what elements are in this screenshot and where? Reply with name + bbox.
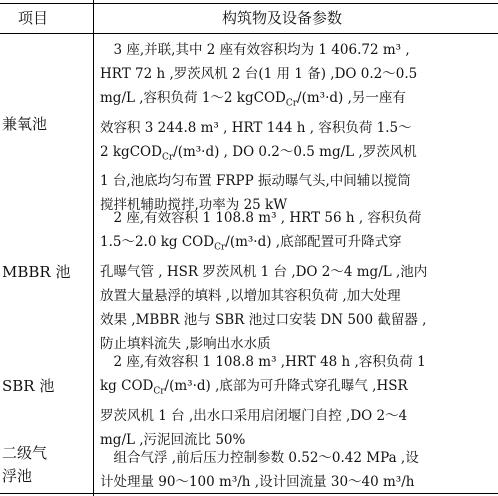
desc-line: 计处理量 90～100 m³/h ,设计回流量 30～40 m³/h <box>100 474 415 490</box>
desc-line: kg $COD_{Cr}/(m^3\cdot d)$ ,底部为可升降式穿孔曝气 ,HSR <box>100 378 408 397</box>
table-top-rule <box>0 3 498 4</box>
desc-line: mg/L ,容积负荷 1～2 kgCOD$_{Cr}$/(m³·d) ,另一座有 <box>100 90 406 109</box>
row-name-flotation-tank-line2: 浮池 <box>2 467 33 485</box>
column-divider <box>93 0 94 496</box>
desc-line: mg/L ,污泥回流比 50% <box>100 431 246 448</box>
desc-line: HRT 72 h ,罗茨风机 2 台(1 用 1 备) ,DO 0.2～0.5 <box>100 66 418 82</box>
desc-line: 1 台,池底均匀布置 FRPP 振动曝气头,中间辅以搅筒 <box>100 173 411 190</box>
desc-line: 孔曝气管 , HSR 罗茨风机 1 台 ,DO 2～4 mg/L ,池内 <box>100 263 428 280</box>
header-rule <box>0 33 498 34</box>
desc-line: 效容积 3 244.8 m³ , HRT 144 h , 容积负荷 1.5～ <box>100 119 412 136</box>
row-desc-anoxic-tank <box>100 38 492 217</box>
row-name-mbbr-tank: MBBR 池 <box>2 263 71 281</box>
desc-line: 效果 ,MBBR 池与 SBR 池过口安装 DN 500 截留器 , <box>100 311 427 328</box>
row-desc-sbr-tank <box>100 350 492 452</box>
desc-line: 放置大量悬浮的填料 ,以增加其容积负荷 ,加大处理 <box>100 287 401 304</box>
desc-line: 防止填料流失 ,影响出水水质 <box>100 335 271 352</box>
desc-line: 1.5～2.0 kg $COD_{Cr}/(m^3\cdot d)$ ,底部配置可升降式穿 <box>100 234 402 253</box>
desc-line: 3 座,并联,其中 2 座有效容积均为 1 406.72 m³ , <box>100 42 410 58</box>
row-name-anoxic-tank: 兼氧池 <box>2 115 48 133</box>
desc-line: 2 座,有效容积 1 108.8 m³ ,HRT 48 h ,容积负荷 1 <box>100 354 426 370</box>
row-name-flotation-tank-line1: 二级气 <box>2 444 48 462</box>
desc-line: 罗茨风机 1 台 ,出水口采用启闭堰门自控 ,DO 2～4 <box>100 407 408 424</box>
desc-line: 组合气浮 ,前后压力控制参数 0.52～0.42 MPa ,设 <box>100 450 419 466</box>
desc-line: 搅拌机辅助搅拌,功率为 25 kW <box>100 197 288 214</box>
desc-line: 2 kgCOD$_{Cr}$/(m³·d) , DO 0.2～0.5 mg/L ,罗茨风机 <box>100 143 417 163</box>
row-desc-mbbr-tank <box>100 206 492 356</box>
header-item: 项目 <box>18 9 49 27</box>
row-desc-flotation-tank <box>100 446 492 494</box>
header-parameters: 构筑物及设备参数 <box>222 9 343 27</box>
row-name-sbr-tank: SBR 池 <box>2 377 55 395</box>
desc-line: 2 座,有效容积 1 108.8 m³ , HRT 56 h , 容积负荷 <box>100 210 422 226</box>
